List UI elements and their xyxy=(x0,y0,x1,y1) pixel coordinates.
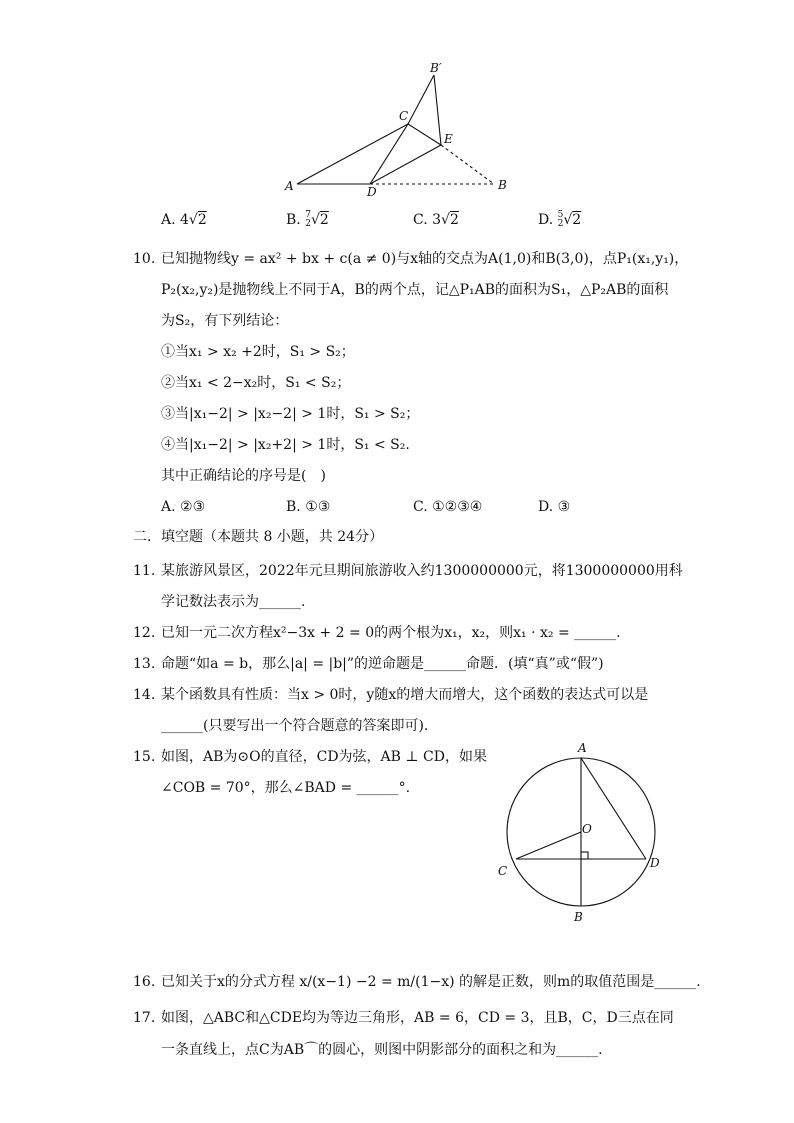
q12-line1: 已知一元二次方程x²−3x + 2 = 0的两个根为x₁，x₂，则x₁ · x₂ = ______. xyxy=(161,625,621,641)
q15-line1: 如图，AB为⊙O的直径，CD为弦，AB ⊥ CD，如果 xyxy=(161,749,487,765)
q16-line1: 已知关于x的分式方程 x/(x−1) −2 = m/(1−x) 的解是正数，则m的取值范围是______. xyxy=(161,974,701,990)
point-label-a: A xyxy=(285,179,294,193)
figure-circle xyxy=(490,735,670,930)
q14-number: 14. xyxy=(133,687,156,703)
q10-line2: P₂(x₂,y₂)是抛物线上不同于A，B的两个点，记△P₁AB的面积为S₁，△P₂AB的面积 xyxy=(161,282,669,298)
q9-option-a: A. 4√2 xyxy=(161,212,207,228)
q10-option-b: B. ①③ xyxy=(286,499,331,515)
q9-option-c: C. 3√2 xyxy=(413,212,459,228)
q9-option-b: B. 7 2√2 xyxy=(286,210,329,229)
q14-line2: ______(只要写出一个符合题意的答案即可). xyxy=(161,718,429,734)
point-label-b-prime: B′ xyxy=(430,61,442,75)
q13-line1: 命题“如a = b，那么|a| = |b|”的逆命题是______命题．(填“真”或“假”) xyxy=(161,656,604,672)
circle-label-b: B xyxy=(574,910,583,924)
q14-line1: 某个函数具有性质：当x > 0时，y随x的增大而增大，这个函数的表达式可以是 xyxy=(161,687,649,703)
q17-line2: 一条直线上，点C为AB⌒的圆心，则图中阴影部分的面积之和为______. xyxy=(161,1042,603,1058)
q13-number: 13. xyxy=(133,656,156,672)
q15-line2: ∠COB = 70°，那么∠BAD = ______°. xyxy=(161,780,411,796)
q10-line1: 已知抛物线y = ax² + bx + c(a ≠ 0)与x轴的交点为A(1,0)和B(3,0)，点P₁(x₁,y₁)， xyxy=(161,251,689,267)
point-label-e: E xyxy=(444,132,453,146)
q9-option-d-text: 5 2√2 xyxy=(557,210,582,229)
q10-option-a: A. ②③ xyxy=(161,499,206,515)
circle-label-d: D xyxy=(650,856,660,870)
q16-number: 16. xyxy=(133,974,156,990)
q10-line3: 为S₂，有下列结论： xyxy=(161,313,289,329)
q10-statement-4: ④当|x₁−2| > |x₂+2| > 1时，S₁ < S₂. xyxy=(161,437,410,453)
point-label-d: D xyxy=(367,185,377,199)
circle-label-o: O xyxy=(582,822,592,836)
circle-label-c: C xyxy=(498,864,508,878)
q10-question: 其中正确结论的序号是( ) xyxy=(161,468,326,484)
q10-option-c: C. ①②③④ xyxy=(413,499,483,515)
section-title: 二．填空题（本题共 8 小题，共 24分） xyxy=(133,529,384,545)
q10-statement-3: ③当|x₁−2| > |x₂−2| > 1时，S₁ > S₂； xyxy=(161,406,420,422)
q10-statement-2: ②当x₁ < 2−x₂时，S₁ < S₂； xyxy=(161,375,351,391)
figure-triangle-fold xyxy=(280,58,520,200)
point-label-b: B xyxy=(498,178,507,192)
circle-label-a: A xyxy=(578,741,587,755)
q9-option-a-text: 4√2 xyxy=(180,212,207,228)
point-label-c: C xyxy=(399,109,409,123)
q10-option-d: D. ③ xyxy=(538,499,571,515)
q17-line1: 如图，△ABC和△CDE均为等边三角形，AB = 6，CD = 3，且B，C，D三点在同 xyxy=(161,1010,674,1026)
q17-number: 17. xyxy=(133,1010,156,1026)
q12-number: 12. xyxy=(133,625,156,641)
q11-line2: 学记数法表示为______. xyxy=(161,594,306,610)
q11-number: 11. xyxy=(133,563,156,579)
q10-statement-1: ①当x₁ > x₂ +2时，S₁ > S₂； xyxy=(161,344,355,360)
q9-option-d: D. 5 2√2 xyxy=(538,210,582,229)
q15-number: 15. xyxy=(133,749,156,765)
q11-line1: 某旅游风景区，2022年元旦期间旅游收入约1300000000元，将1300000000用科 xyxy=(161,563,683,579)
q9-option-b-text: 7 2√2 xyxy=(305,210,329,229)
q9-option-c-text: 3√2 xyxy=(432,212,459,228)
q10-number: 10. xyxy=(133,251,156,267)
